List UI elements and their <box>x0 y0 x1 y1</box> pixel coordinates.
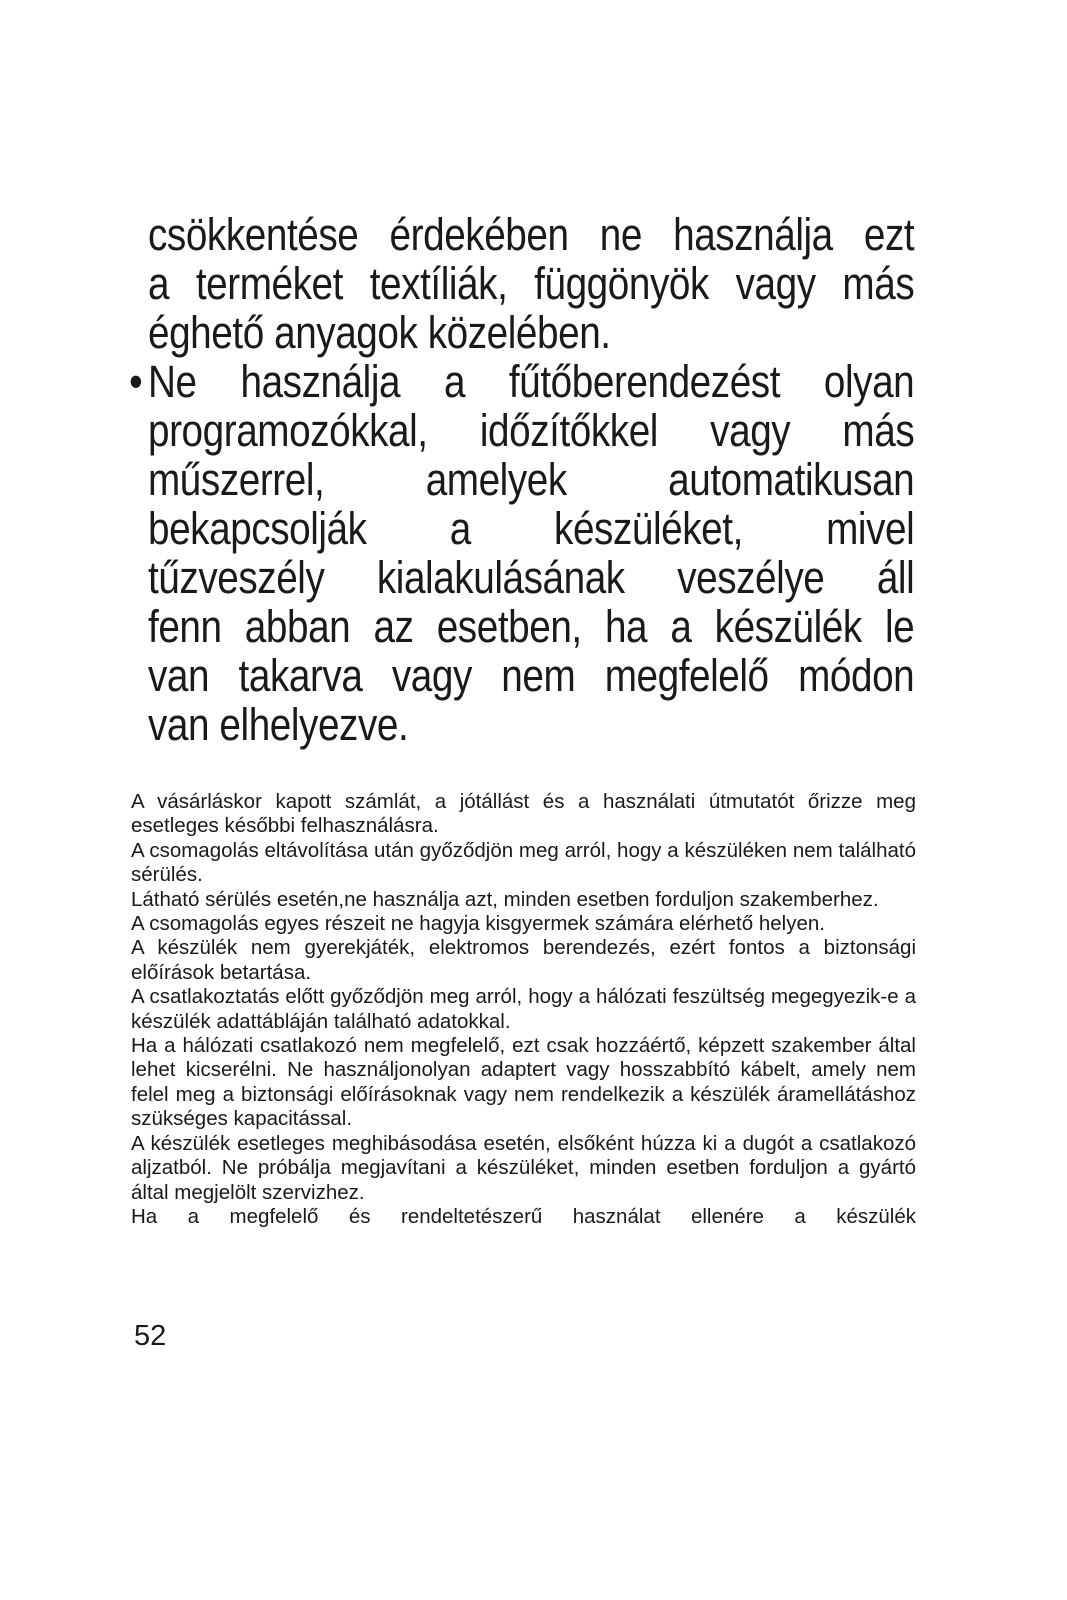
page-number: 52 <box>134 1320 167 1352</box>
instruction-paragraph: A csomagolás egyes részeit ne hagyja kisgyermek számára elérhető helyen. <box>131 912 825 936</box>
warning-line: csökkentése érdekében ne használja ezt <box>148 209 915 260</box>
warning-line: műszerrel, amelyek automatikusan <box>148 454 915 505</box>
warning-line: a terméket textíliák, függönyök vagy más <box>148 258 915 309</box>
warning-line: fenn abban az esetben, ha a készülék le <box>148 601 915 652</box>
warning-line: programozókkal, időzítőkkel vagy más <box>148 405 915 456</box>
fire-safety-warnings <box>129 209 915 750</box>
warning-line: van takarva vagy nem megfelelő módon <box>148 650 915 701</box>
warning-line: Ne használja a fűtőberendezést olyan <box>148 356 915 407</box>
instruction-paragraph: A csomagolás eltávolítása után győződjön meg arról, hogy a készüléken nem található sérülés. <box>131 838 916 887</box>
warning-line: bekapcsolják a készüléket, mivel <box>148 503 915 554</box>
instruction-paragraph: Ha a hálózati csatlakozó nem megfelelő, ezt csak hozzáértő, képzett szakember által lehet kicserélni. Ne használjonolyan adaptert vagy hosszabbító kábelt, amely nem felel meg a biztonsági előírásoknak vagy nem rendelkezik a készülék áramellátáshoz szükséges kapacitással. <box>131 1034 916 1131</box>
warning-line: van elhelyezve. <box>148 699 409 750</box>
instruction-paragraph: A készülék esetleges meghibásodása esetén, elsőként húzza ki a dugót a csatlakozó aljzatból. Ne próbálja megjavítani a készüléket, minden esetben forduljon a gyártó által megjelölt szervizhez. <box>131 1131 916 1204</box>
instruction-paragraph: A készülék nem gyerekjáték, elektromos berendezés, ezért fontos a biztonsági előírások betartása. <box>131 936 916 984</box>
instruction-paragraph: A vásárláskor kapott számlát, a jótállást és a használati útmutatót őrizze meg esetleges későbbi felhasználásra. <box>131 790 916 838</box>
instruction-paragraph: Látható sérülés esetén,ne használja azt, minden esetben forduljon szakemberhez. <box>131 887 879 911</box>
instruction-paragraph: A csatlakoztatás előtt győződjön meg arról, hogy a hálózati feszültség megegyezik-e a készülék adattábláján található adatokkal. <box>131 985 916 1033</box>
instruction-paragraph: Ha a megfelelő és rendeltetészerű használat ellenére a készülék <box>131 1204 916 1228</box>
bullet-icon: • <box>129 356 143 407</box>
warning-line: éghető anyagok közelében. <box>148 307 611 358</box>
warning-line: tűzveszély kialakulásának veszélye áll <box>148 552 915 603</box>
timer-warning-bullet-item <box>129 356 915 407</box>
safety-instructions-body <box>131 790 916 1229</box>
